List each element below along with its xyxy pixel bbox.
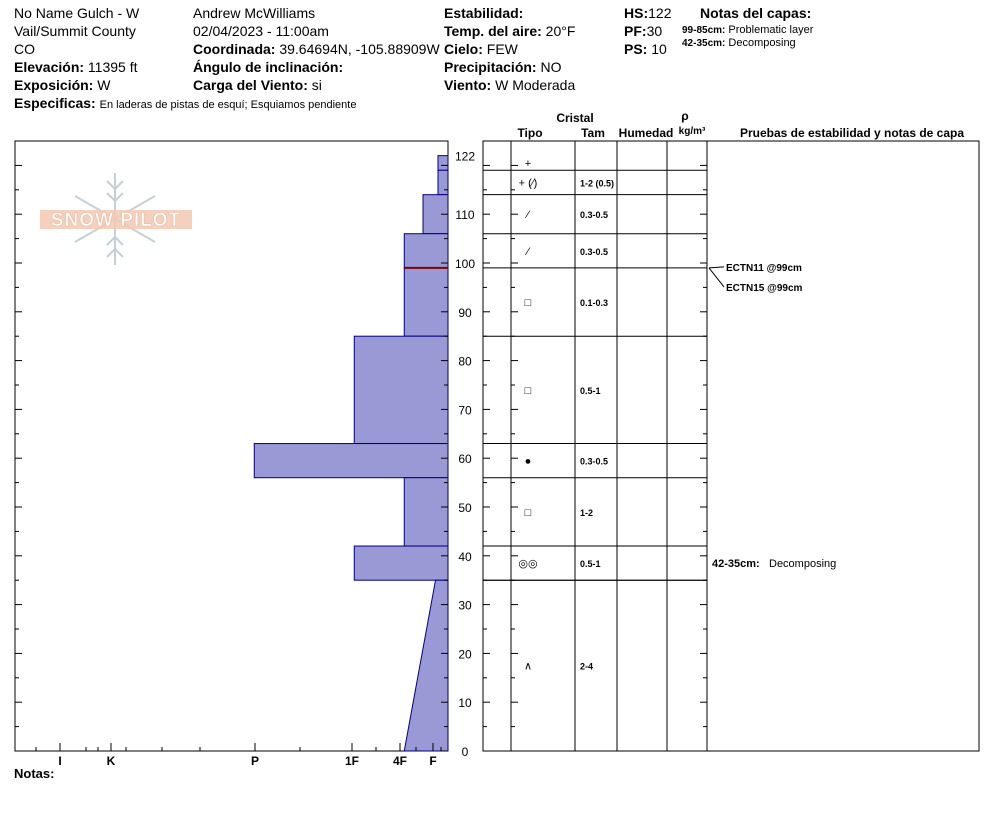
tests-header: Pruebas de estabilidad y notas de capa [739, 126, 965, 140]
depth-label-100: 100 [454, 257, 476, 271]
hs-label: HS: [624, 5, 649, 21]
depth-label-80: 80 [458, 354, 472, 369]
state-name: CO [14, 41, 35, 57]
depth-label-20: 20 [458, 647, 472, 662]
layer-note-2-text: Decomposing [728, 37, 796, 49]
crystal-type-1: + [524, 157, 532, 170]
county-name: Vail/Summit County [14, 23, 136, 39]
crystal-type-7: ● [524, 455, 532, 468]
sky-label: Cielo: [444, 41, 483, 57]
coordinate-value: 39.64694N, -105.88909W [279, 41, 440, 57]
observer-name: Andrew McWilliams [193, 5, 316, 21]
depth-label-122: 122 [454, 149, 476, 164]
test-leader-1 [709, 267, 724, 268]
depth-label-0: 0 [461, 745, 469, 759]
air-temp-value: 20°F [545, 23, 576, 39]
crystal-type-3: ⁄ [527, 209, 529, 222]
depth-label-110: 110 [455, 208, 475, 223]
hardness-label-K: K [106, 754, 116, 768]
precip-label: Precipitación: [444, 59, 537, 75]
size-header: Tam [581, 126, 605, 140]
crystal-type-10: ∧ [523, 660, 533, 673]
hardness-bar-5 [404, 268, 448, 336]
elevation-value: 11395 ft [87, 59, 138, 75]
crystal-size-9: 0.5-1 [580, 559, 601, 570]
air-temp-label: Temp. del aire: [444, 23, 542, 39]
hardness-axis [36, 743, 441, 768]
layer-notes-title: Notas del capas: [700, 5, 812, 21]
hardness-label-1F: 1F [344, 754, 360, 768]
layer-note-range: 42-35cm: [712, 558, 760, 571]
layer-note-text: Decomposing [769, 558, 837, 571]
crystal-size-7: 0.3-0.5 [580, 456, 609, 467]
layer-table-frame [483, 141, 979, 751]
sky-value: FEW [486, 41, 518, 57]
crystal-size-2: 1-2 (0.5) [580, 178, 615, 189]
elevation-label: Elevación: [14, 59, 85, 75]
specifics-value: En laderas de pistas de esquí; Esquiamos pendiente [99, 99, 357, 111]
specifics-label: Especificas: [14, 95, 96, 111]
logo-text: SNOW PILOT [50, 210, 182, 231]
location-name: No Name Gulch - W [14, 5, 140, 21]
rho-header: ρ [681, 109, 689, 123]
stability-tests [709, 263, 836, 570]
crystal-type-4: ⁄ [527, 245, 529, 258]
wind-value: W Moderada [495, 77, 576, 93]
moisture-header: Humedad [618, 126, 674, 140]
hardness-label-4F: 4F [392, 754, 408, 768]
depth-label-90: 90 [458, 305, 472, 320]
ps-value: 10 [651, 41, 667, 57]
pf-value: 30 [646, 23, 663, 39]
layer-table-rows [483, 158, 707, 673]
stability-test-1: ECTN11 @99cm [726, 262, 802, 274]
crystal-type-6: □ [524, 384, 532, 397]
hardness-bar-6 [354, 336, 448, 443]
wind-load-value: si [311, 77, 322, 93]
crystal-type-8: □ [524, 506, 532, 519]
ps-label: PS: [624, 41, 648, 57]
hardness-bar-2 [438, 170, 448, 194]
stability-label: Estabilidad: [444, 5, 524, 21]
hardness-label-I: I [58, 754, 62, 768]
layer-note-1-range: 99-85cm: [682, 25, 726, 36]
hardness-label-F: F [429, 754, 437, 768]
test-leader-2 [709, 268, 724, 287]
layer-note-1-text: Problematic layer [728, 24, 814, 36]
crystal-type-5: □ [524, 297, 532, 310]
hardness-bar-8 [404, 478, 448, 546]
slope-label: Ángulo de inclinación: [193, 59, 344, 75]
crystal-size-4: 0.3-0.5 [580, 246, 609, 257]
stability-test-2: ECTN15 @99cm [726, 282, 803, 294]
hardness-bar-10 [404, 580, 448, 751]
depth-label-30: 30 [458, 598, 472, 613]
crystal-header: Cristal [556, 111, 594, 125]
depth-label-50: 50 [458, 501, 472, 515]
hardness-label-P: P [250, 754, 260, 768]
crystal-size-8: 1-2 [580, 507, 594, 518]
hardness-bars [254, 156, 448, 751]
crystal-size-6: 0.5-1 [580, 385, 601, 396]
crystal-size-5: 0.1-0.3 [580, 298, 609, 309]
table-depth-ticks [483, 141, 707, 751]
depth-label-10: 10 [458, 696, 472, 711]
depth-label-40: 40 [458, 549, 472, 564]
crystal-type-9: ◎◎ [518, 558, 538, 571]
wind-label: Viento: [444, 77, 492, 93]
depth-label-70: 70 [458, 403, 472, 418]
aspect-label: Exposición: [14, 77, 94, 93]
density-unit-header: kg/m³ [678, 126, 706, 137]
wind-load-label: Carga del Viento: [193, 77, 308, 93]
hardness-bar-7 [254, 444, 448, 478]
crystal-size-3: 0.3-0.5 [580, 210, 609, 221]
coordinate-label: Coordinada: [193, 41, 276, 57]
crystal-type-2: + (⁄) [518, 177, 538, 190]
depth-label-60: 60 [458, 452, 472, 467]
notes-label: Notas: [14, 766, 55, 781]
snowpilot-logo [40, 173, 192, 265]
crystal-size-10: 2-4 [580, 661, 594, 672]
depth-axis-labels [455, 150, 475, 759]
aspect-value: W [97, 77, 111, 93]
hs-value: 122 [648, 5, 672, 21]
precip-value: NO [540, 59, 562, 75]
layer-note-2-range: 42-35cm: [682, 38, 726, 49]
hardness-bar-9 [354, 546, 448, 580]
date-time: 02/04/2023 - 11:00am [193, 23, 329, 39]
pf-label: PF: [624, 23, 647, 39]
type-header: Tipo [517, 126, 543, 140]
hardness-bar-1 [438, 156, 448, 171]
